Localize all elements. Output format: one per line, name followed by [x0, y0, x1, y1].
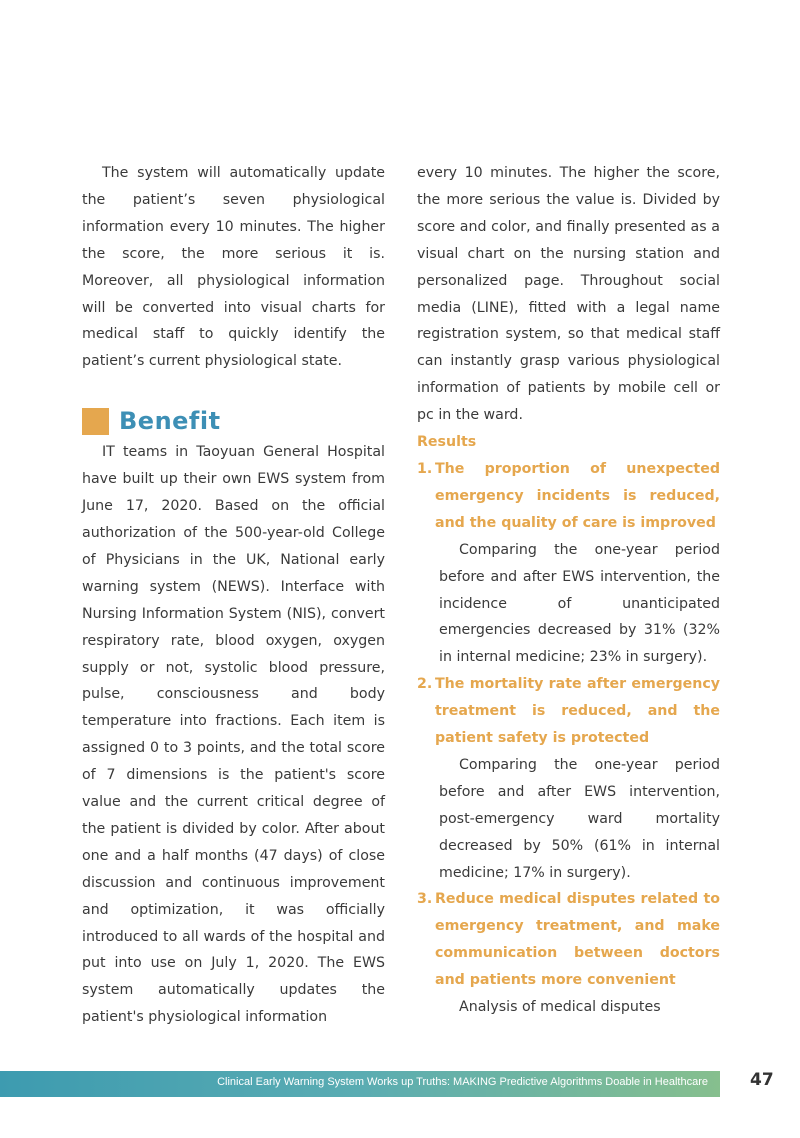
result-text: Analysis of medical disputes — [459, 999, 661, 1016]
result-item-1 — [417, 456, 720, 671]
result-text: Comparing the one-year period before and after EWS intervention, the incidence of unanticipated emergencies decreased by 31% (32% in internal medicine; 23% in surgery). — [439, 541, 720, 666]
result-number: 2. — [417, 676, 433, 693]
heading-square-icon — [82, 408, 109, 435]
result-text: Comparing the one-year period before and after EWS intervention, post-emergency ward mortality decreased by 50% (61% in internal medicine; 17% in surgery). — [439, 756, 720, 881]
result-title: Reduce medical disputes related to emergency treatment, and make communication between doctors and patients more convenient — [435, 891, 720, 989]
result-number: 1. — [417, 460, 433, 477]
footer-running-title: Clinical Early Warning System Works up Truths: MAKING Predictive Algorithms Doable in Healthcare — [217, 1076, 708, 1088]
result-title: The mortality rate after emergency treatment is reduced, and the patient safety is protected — [435, 676, 720, 747]
result-item-3 — [417, 886, 720, 1021]
result-item-2 — [417, 671, 720, 886]
benefit-heading-text: Benefit — [119, 406, 221, 435]
benefit-heading — [82, 403, 385, 439]
benefit-body-paragraph: IT teams in Taoyuan General Hospital have built up their own EWS system from June 17, 2020. Based on the official authorization of the 500-year-old College of Physicians in the UK, National early warning system (NEWS). Interface with Nursing Information System (NIS), convert respiratory rate, blood oxygen, oxygen supply or not, systolic blood pressure, pulse, consciousness and body temperature into fractions. Each item is assigned 0 to 3 points, and the total score of 7 dimensions is the patient's score value and the current critical degree of the patient is divided by color. After about one and a half months (47 days) of close discussion and continuous improvement and optimization, it was officially introduced to all wards of the hospital and put into use on July 1, 2020. The EWS system automatically updates the patient's physiological information — [82, 444, 385, 1026]
continued-paragraph: every 10 minutes. The higher the score, the more serious the value is. Divided by score and color, and finally presented as a visual chart on the nursing station and personalized page. Throughout social media (LINE), fitted with a legal name registration system, so that medical staff can instantly grasp various physiological information of patients by mobile cell or pc in the ward. — [417, 165, 720, 424]
footer-bar — [0, 1071, 720, 1097]
result-number: 3. — [417, 891, 433, 908]
left-column — [82, 160, 385, 1031]
intro-paragraph: The system will automatically update the patient’s seven physiological information every 10 minutes. The higher the score, the more serious it is. Moreover, all physiological information will be converted into visual charts for medical staff to quickly identify the patient’s current physiological state. — [82, 165, 385, 370]
page-number: 47 — [750, 1070, 774, 1090]
result-title: The proportion of unexpected emergency incidents is reduced, and the quality of care is improved — [435, 460, 720, 531]
results-label: Results — [417, 434, 477, 451]
right-column — [417, 160, 720, 1021]
